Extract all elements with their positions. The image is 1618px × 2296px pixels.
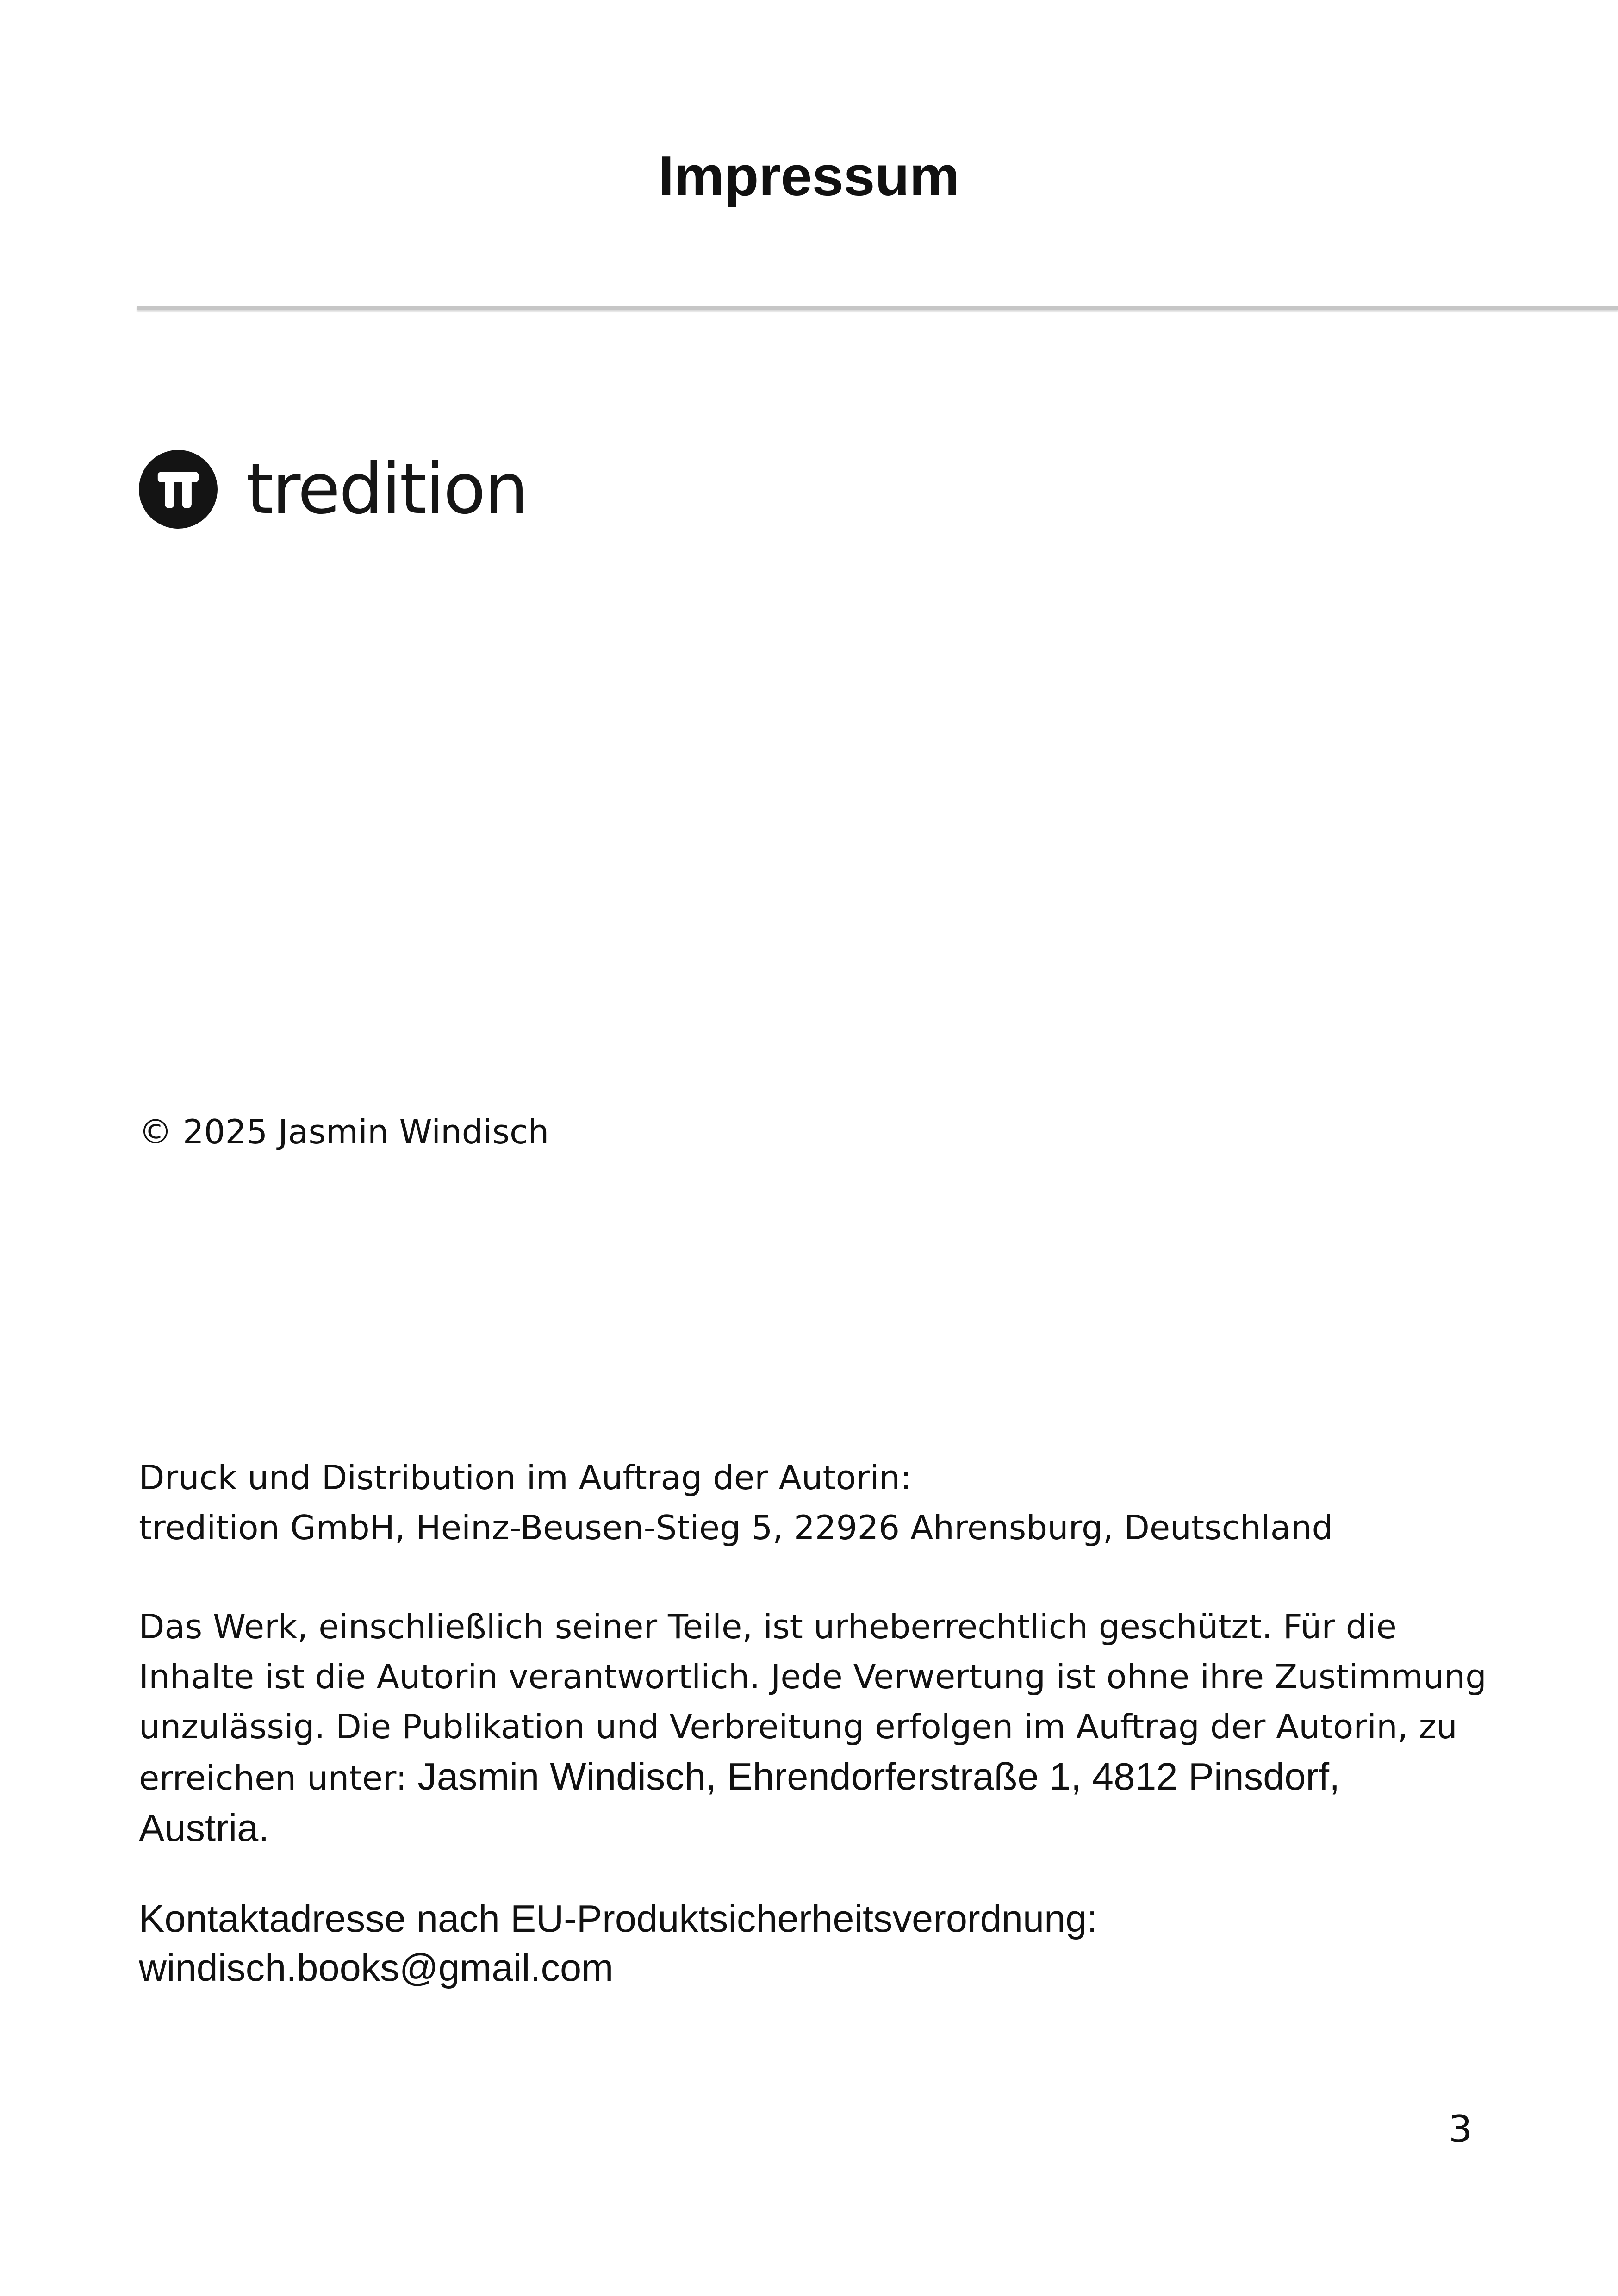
author-country: Austria. (139, 1806, 269, 1849)
publisher-wordmark: tredition (246, 449, 527, 530)
publisher-logo (139, 450, 527, 529)
rights-notice-line (139, 1752, 1527, 1803)
publisher-address-line: tredition GmbH, Heinz-Beusen-Stieg 5, 22926 Ahrensburg, Deutschland (139, 1508, 1333, 1547)
rights-notice-line: unzulässig. Die Publikation und Verbreitung erfolgen im Auftrag der Autorin, zu (139, 1707, 1457, 1746)
contact-email: windisch.books@gmail.com (139, 1946, 614, 1989)
print-distribution-notice (139, 1453, 1527, 1553)
page-title: Impressum (658, 144, 960, 207)
rights-notice-line: Inhalte ist die Autorin verantwortlich. Jede Verwertung ist ohne ihre Zustimmung (139, 1657, 1487, 1696)
rights-notice-prefix: erreichen unter: (139, 1759, 418, 1797)
author-address: Jasmin Windisch, Ehrendorferstraße 1, 4812 Pinsdorf, (417, 1755, 1340, 1798)
copyright-notice: © 2025 Jasmin Windisch (139, 1112, 549, 1151)
contact-section (139, 1894, 1098, 1992)
page-number: 3 (1449, 2108, 1472, 2151)
rights-notice-line: Das Werk, einschließlich seiner Teile, ist urheberrechtlich geschützt. Für die (139, 1607, 1397, 1646)
rights-notice (139, 1602, 1527, 1853)
print-notice-line: Druck und Distribution im Auftrag der Autorin: (139, 1458, 912, 1497)
header-divider (137, 306, 1618, 310)
contact-label: Kontaktadresse nach EU-Produktsicherheitsverordnung: (139, 1897, 1098, 1940)
tredition-logo-icon (139, 450, 218, 529)
